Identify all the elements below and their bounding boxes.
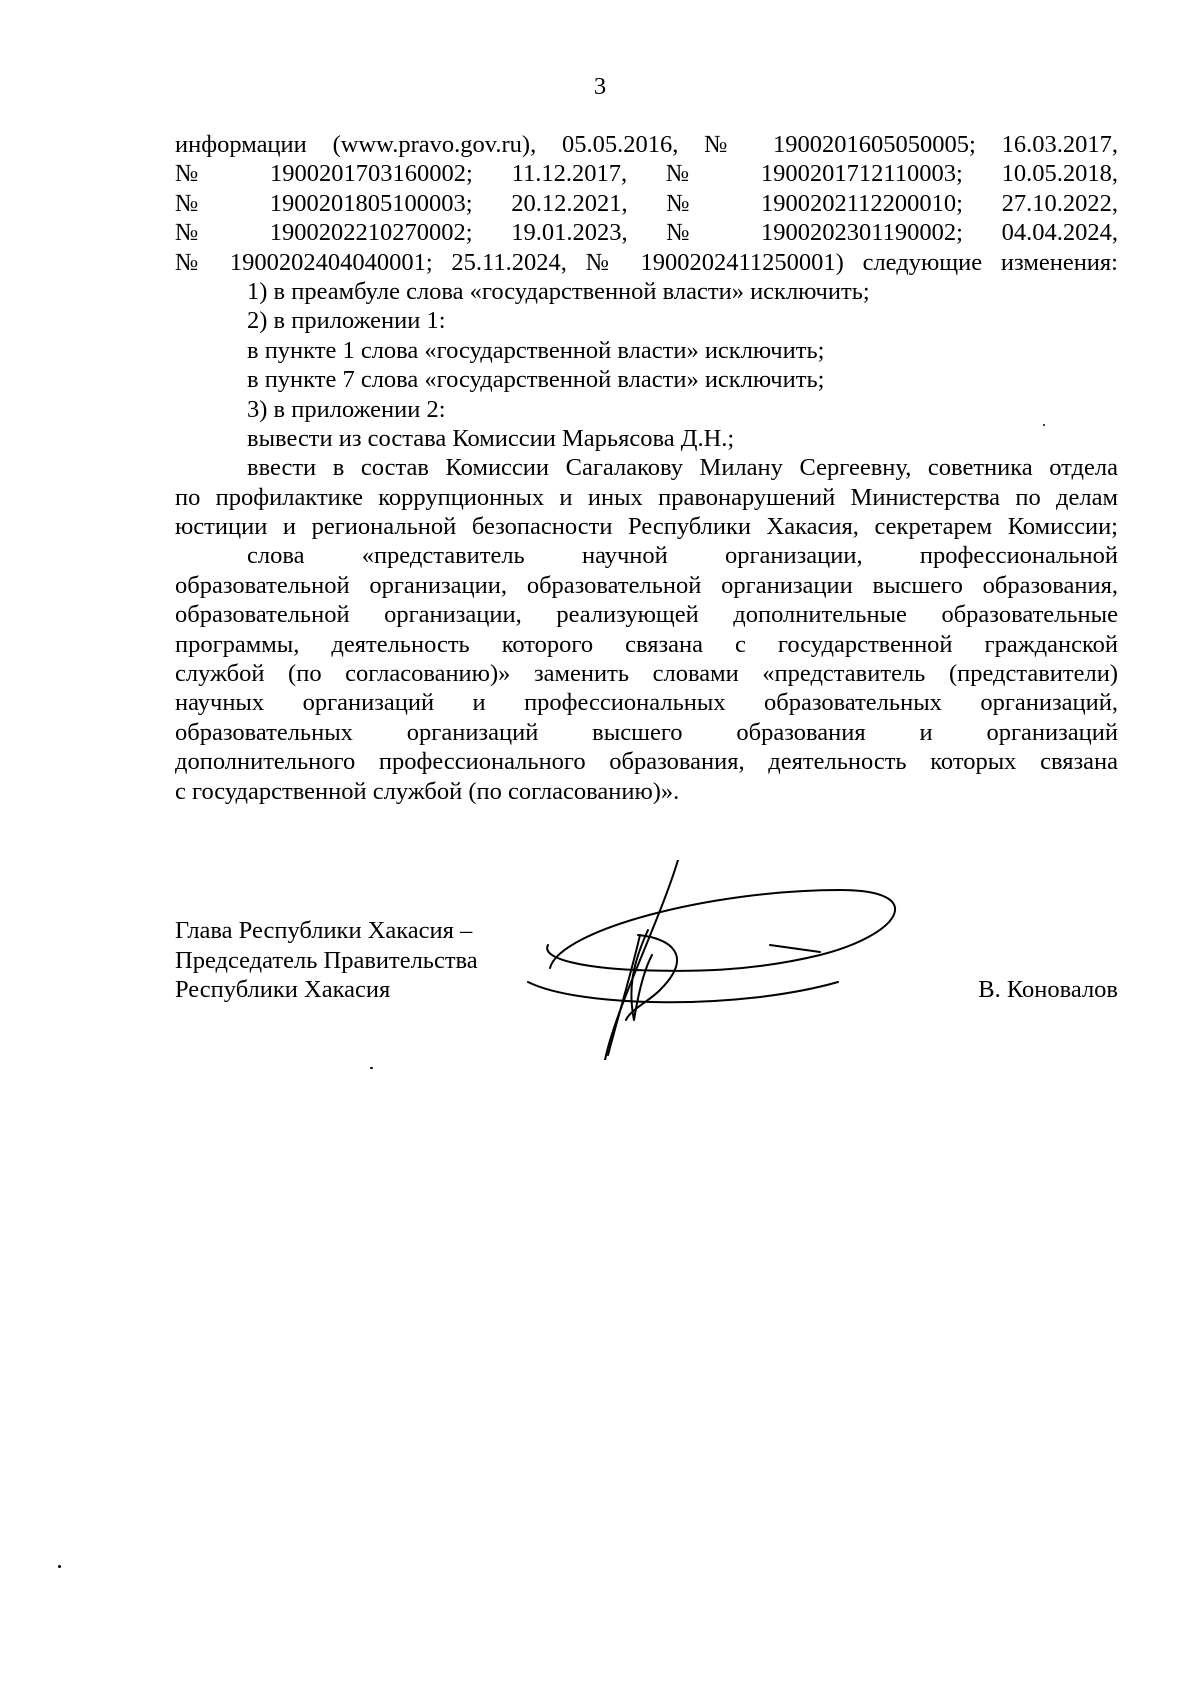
- body-line: по профилактике коррупционных и иных правонарушений Министерства по делам: [175, 483, 1118, 511]
- body-line: программы, деятельность которого связана с государственной гражданской: [175, 630, 1118, 658]
- signatory-title-line: Председатель Правительства: [175, 946, 478, 974]
- body-line: № 1900201805100003; 20.12.2021, № 1900202112200010; 27.10.2022,: [175, 189, 1118, 217]
- body-line: информации (www.pravo.gov.ru), 05.05.2016, № 1900201605050005; 16.03.2017,: [175, 131, 1118, 158]
- scan-speck: [1043, 424, 1045, 426]
- document-body: [175, 130, 1118, 806]
- body-line: образовательных организаций высшего образования и организаций: [175, 718, 1118, 746]
- body-line: вывести из состава Комиссии Марьясова Д.Н.;: [247, 424, 735, 452]
- body-line: в пункте 7 слова «государственной власти» исключить;: [247, 366, 825, 394]
- page-number: 3: [593, 73, 607, 100]
- body-line: в пункте 1 слова «государственной власти» исключить;: [247, 336, 825, 364]
- scan-speck: [58, 1565, 61, 1568]
- scan-speck: [370, 1067, 373, 1069]
- body-line: ввести в состав Комиссии Сагалакову Милану Сергеевну, советника отдела: [247, 454, 1118, 482]
- body-line: дополнительного профессионального образования, деятельность которых связана: [175, 748, 1118, 776]
- body-line: 1) в преамбуле слова «государственной власти» исключить;: [247, 277, 870, 305]
- body-line: № 1900201703160002; 11.12.2017, № 1900201712110003; 10.05.2018,: [175, 160, 1118, 188]
- body-line: службой (по согласованию)» заменить словами «представитель (представители): [175, 660, 1118, 688]
- signer-name: В. Коновалов: [978, 976, 1118, 1003]
- body-line: слова «представитель научной организации, профессиональной: [247, 542, 1118, 570]
- signatory-title-line: Республики Хакасия: [175, 976, 391, 1003]
- handwritten-signature: [520, 860, 940, 1060]
- body-line: научных организаций и профессиональных образовательных организаций,: [175, 689, 1118, 717]
- body-line: образовательной организации, образовательной организации высшего образования,: [175, 571, 1118, 599]
- body-line: № 1900202210270002; 19.01.2023, № 1900202301190002; 04.04.2024,: [175, 219, 1118, 247]
- body-line: с государственной службой (по согласованию)».: [175, 777, 680, 805]
- body-line: юстиции и региональной безопасности Республики Хакасия, секретарем Комиссии;: [175, 513, 1118, 541]
- signatory-title-line: Глава Республики Хакасия –: [175, 917, 473, 944]
- body-line: образовательной организации, реализующей дополнительные образовательные: [175, 601, 1118, 629]
- body-line: № 1900202404040001; 25.11.2024, № 1900202411250001) следующие изменения:: [175, 248, 1118, 276]
- signatory-title: [175, 916, 478, 1005]
- body-line: 3) в приложении 2:: [247, 395, 446, 423]
- body-line: 2) в приложении 1:: [247, 307, 446, 335]
